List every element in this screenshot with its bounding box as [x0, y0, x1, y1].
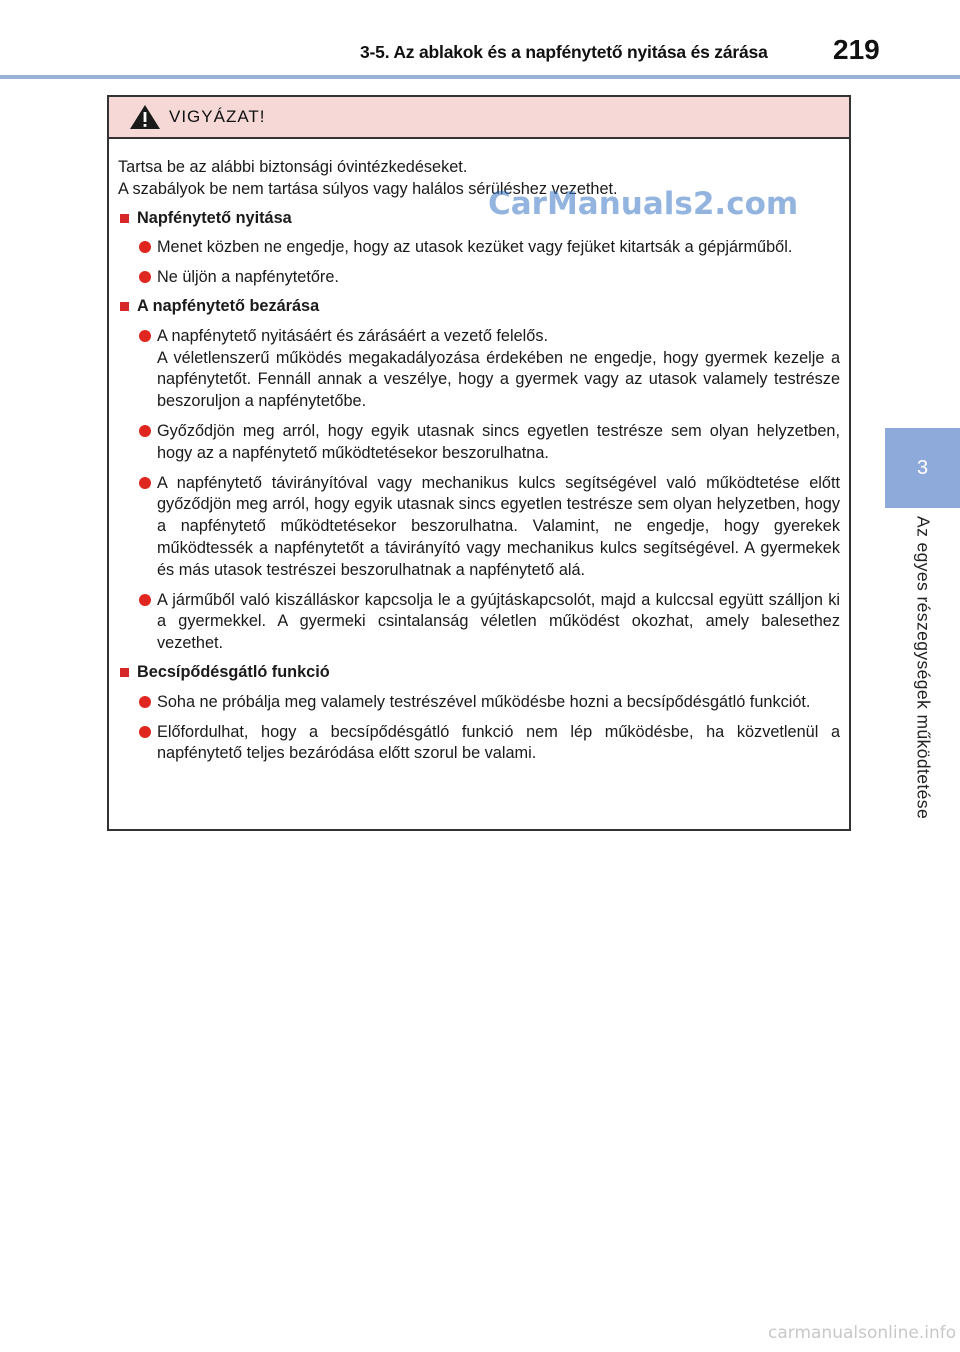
item-text: A napfénytető nyitásáért és zárásáért a vezető felelős.: [157, 326, 548, 345]
section-title: [118, 662, 840, 684]
header-rule: [0, 75, 960, 79]
warning-title: VIGYÁZAT!: [169, 107, 266, 126]
list-item: [118, 692, 840, 714]
chapter-tab-number: 3: [885, 428, 960, 508]
section-title: [118, 296, 840, 318]
warning-body: [109, 139, 849, 765]
list-item: [118, 267, 840, 289]
bullet-dot-icon: [139, 726, 151, 738]
item-text: Ne üljön a napfénytetőre.: [157, 268, 339, 287]
section-sunroof-closing: [118, 296, 840, 655]
bullet-dot-icon: [139, 696, 151, 708]
list-item: [118, 237, 840, 259]
bullet-dot-icon: [139, 594, 151, 606]
list-item: [118, 722, 840, 766]
bullet-dot-icon: [139, 477, 151, 489]
chapter-tab: [885, 508, 960, 888]
item-text: Soha ne próbálja meg valamely testrészével működésbe hozni a becsípődésgátló funkciót.: [157, 692, 811, 711]
list-item: [118, 473, 840, 582]
item-text: Menet közben ne engedje, hogy az utasok kezüket vagy fejüket kitartsák a gépjárműből.: [157, 238, 793, 257]
section-title-text: Napfénytető nyitása: [137, 208, 292, 227]
list-item: [118, 421, 840, 465]
section-square-icon: [120, 214, 129, 223]
section-title-text: A napfénytető bezárása: [137, 296, 320, 315]
list-item: [118, 590, 840, 655]
item-text: A járműből való kiszálláskor kapcsolja le a gyújtáskapcsolót, majd a kulccsal együtt szálljon ki a gyermekkel. A gyermeki csintalanság véletlen működést okozhat, amely balesethez vezethet.: [157, 590, 840, 653]
section-square-icon: [120, 668, 129, 677]
bullet-dot-icon: [139, 425, 151, 437]
item-text: A véletlenszerű működés megakadályozása érdekében ne engedje, hogy gyermek kezelje a napfénytetőt. Fennáll annak a veszélye, hogy a gyermek vagy az utasok valamely testrésze beszoruljon a napfénytetőbe.: [157, 348, 840, 411]
list-item: [118, 326, 840, 413]
section-square-icon: [120, 302, 129, 311]
running-header-title: 3-5. Az ablakok és a napfénytető nyitása és zárása: [360, 42, 768, 62]
watermark-footer: carmanualsonline.info: [768, 1323, 957, 1343]
chapter-tab-label: Az egyes részegységek működtetése: [913, 516, 933, 820]
page-number: 219: [833, 34, 880, 65]
bullet-dot-icon: [139, 241, 151, 253]
intro-line: Tartsa be az alábbi biztonsági óvintézkedéseket.: [118, 158, 468, 176]
item-text: A napfénytető távirányítóval vagy mechanikus kulcs segítségével való működtetése előtt győződjön meg arról, hogy egyik utasnak sincs egyetlen testrésze sem olyan helyzetben, hogy a napfénytető működtetésekor beszorulhatna. Valamint, ne engedje, hogy gyerekek működtessék a napfénytetőt a távirányító vagy mechanikus kulcs segítségével. A gyermekek és más utasok testrészei beszorulhatnak a napfénytető alá.: [157, 473, 840, 579]
bullet-dot-icon: [139, 271, 151, 283]
section-anti-pinch: [118, 662, 840, 765]
bullet-dot-icon: [139, 330, 151, 342]
item-text: Győződjön meg arról, hogy egyik utasnak sincs egyetlen testrésze sem olyan helyzetben, hogy az a napfénytető működtetésekor beszorulhatna.: [157, 421, 840, 462]
warning-triangle-icon: [129, 104, 161, 130]
item-text: Előfordulhat, hogy a becsípődésgátló funkció nem lép működésbe, ha közvetlenül a napfénytető teljes bezáródása előtt szorul be valami.: [157, 722, 840, 763]
warning-header: [109, 97, 849, 139]
section-title-text: Becsípődésgátló funkció: [137, 662, 330, 681]
watermark-center: CarManuals2.com: [488, 186, 799, 222]
intro-line: A szabályok be nem tartása súlyos vagy halálos sérüléshez vezethet.: [118, 179, 618, 198]
